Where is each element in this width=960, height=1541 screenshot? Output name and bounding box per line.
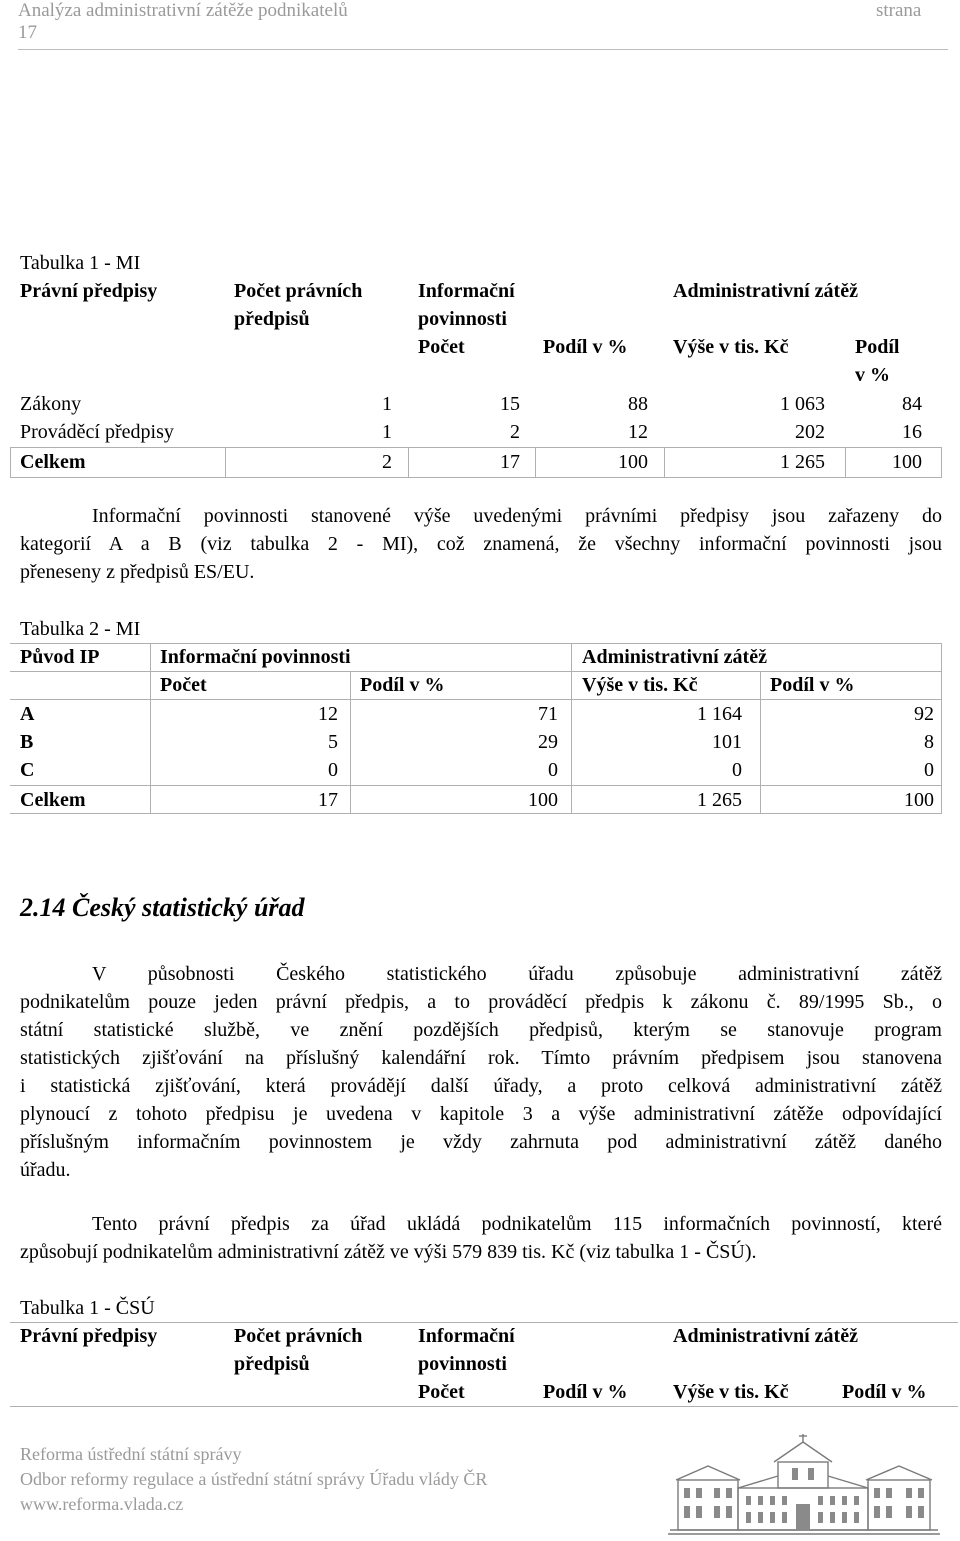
running-header-page-number: 17 [18,22,37,43]
table2-border [350,671,351,813]
table1-row-name: Zákony [20,393,82,415]
table2-total-count: 17 [318,789,338,811]
table2-head-origin: Původ IP [20,646,100,668]
table2-sub-podil2: Podíl v % [770,674,855,696]
table1-total-border [10,447,11,477]
table2-row-name: A [20,703,35,725]
table2-row-count: 5 [328,731,338,753]
table2-sub-pocet: Počet [160,674,207,696]
table2-row-share: 71 [538,703,558,725]
table2-row-amount: 0 [732,759,742,781]
table2-row-share: 0 [548,759,558,781]
table2-head-admin: Administrativní zátěž [582,646,767,668]
table2-border [941,643,942,813]
table3-head-pocet-pravnich: Počet právních [234,1325,363,1347]
table1-row-amount: 202 [795,421,825,443]
paragraph-line: plynoucí z tohoto předpisu je uvedena v kapitole 3 a výše administrativní zátěže odpovídající [20,1103,942,1125]
table1-total-ip-count: 17 [500,451,520,473]
table1-sub-podil2: Podíl [855,336,900,358]
paragraph-line: Informační povinnosti stanovené výše uvedenými právními předpisy jsou zařazeny do [92,505,942,527]
paragraph-line: Tento právní předpis za úřad ukládá podnikatelům 115 informačních povinností, které [92,1213,942,1235]
table2-total-ashare: 100 [904,789,934,811]
government-building-illustration [668,1432,940,1536]
table1-caption: Tabulka 1 - MI [20,252,141,274]
table2-sub-podil: Podíl v % [360,674,445,696]
table2-row-amount: 101 [712,731,742,753]
footer [20,1442,487,1517]
table3-caption: Tabulka 1 - ČSÚ [20,1297,155,1319]
paragraph-line: podnikatelům pouze jeden právní předpis, a to prováděcí předpis k zákonu č. 89/1995 Sb., o [20,991,942,1013]
table2-row-name: C [20,759,35,781]
table1-total-border [225,447,226,477]
table1-row-count: 1 [382,393,392,415]
header-rule [18,49,948,50]
table2-total-share: 100 [528,789,558,811]
table1-total-border [664,447,665,477]
paragraph-mi-summary [20,502,942,586]
table2-row-name: B [20,731,34,753]
paragraph-line: i statistická zjišťování, která provádějí další úřady, a proto celková administrativní zátěž [20,1075,942,1097]
table2-border [150,643,151,813]
paragraph-line: kategorií A a B (viz tabulka 2 - MI), což znamená, že všechny informační povinnosti jsou [20,533,942,555]
table3-sub-vyse: Výše v tis. Kč [673,1381,789,1403]
table1-row-count: 1 [382,421,392,443]
table1-total-border [408,447,409,477]
table1-row-amount: 1 063 [780,393,825,415]
table3-head-informacni: Informační [418,1325,515,1347]
running-header-title: Analýza administrativní zátěže podnikatelů [18,0,348,21]
table1-head-pravni-predpisy: Právní předpisy [20,280,158,302]
table3-sub-pocet: Počet [418,1381,465,1403]
table3-sub-podil2: Podíl v % [842,1381,927,1403]
table1-total-border [845,447,846,477]
paragraph-line: příslušným informačním povinnostem je vždy zahrnuta pod administrativní zátěž daného [20,1131,942,1153]
table1-total-ip-share: 100 [618,451,648,473]
footer-line-1: Reforma ústřední státní správy [20,1444,242,1464]
table2-row-ashare: 8 [924,731,934,753]
table3-sub-podil: Podíl v % [543,1381,628,1403]
table1-sub-vyse: Výše v tis. Kč [673,336,789,358]
footer-line-3[interactable]: www.reforma.vlada.cz [20,1494,184,1514]
table1-total-amount: 1 265 [780,451,825,473]
table2-row-ashare: 92 [914,703,934,725]
table3-head-administrativni-zatez: Administrativní zátěž [673,1325,858,1347]
table1-row-ip-share: 88 [628,393,648,415]
paragraph-line: statistických zjišťování na příslušný kalendářní rok. Tímto právním předpisem jsou stanovena [20,1047,942,1069]
table3-head-bottom-border [10,1406,958,1407]
table1-total-border [941,447,942,477]
table3-head-pravni-predpisy: Právní předpisy [20,1325,158,1347]
table1-total-share: 100 [892,451,922,473]
table2-row-count: 12 [318,703,338,725]
table2-total-top-border [10,785,942,786]
table2-row-count: 0 [328,759,338,781]
table1-head-predpisu: předpisů [234,308,310,330]
table3-head-predpisu: předpisů [234,1353,310,1375]
footer-line-2: Odbor reformy regulace a ústřední státní správy Úřadu vlády ČR [20,1469,488,1489]
table2-total-amount: 1 265 [697,789,742,811]
table2-border [760,671,761,813]
table1-sub-pocet: Počet [418,336,465,358]
table2-row-amount: 1 164 [697,703,742,725]
table2-row-ashare: 0 [924,759,934,781]
paragraph-csu-burden [20,1210,942,1266]
paragraph-line: úřadu. [20,1159,71,1181]
table1-row-ip-share: 12 [628,421,648,443]
table1-head-pocet-pravnich: Počet právních [234,280,363,302]
table2-head-ip: Informační povinnosti [160,646,351,668]
table1-sub-podil2-v: v % [855,364,890,386]
section-heading: 2.14 Český statistický úřad [20,893,305,922]
table1-total-border [535,447,536,477]
table3-head-povinnosti: povinnosti [418,1353,507,1375]
table1-row-share: 16 [902,421,922,443]
table1-row-ip-count: 15 [500,393,520,415]
table1-head-informacni: Informační [418,280,515,302]
table1-row-name: Prováděcí předpisy [20,421,174,443]
table1-row-share: 84 [902,393,922,415]
table1-total-bottom-border [10,477,942,478]
paragraph-line: státní statistické službě, ve znění pozdějších předpisů, kterým se stanovuje program [20,1019,942,1041]
paragraph-csu-intro [20,960,942,1184]
table2-border [571,643,572,813]
paragraph-line: přeneseny z předpisů ES/EU. [20,561,255,583]
table2-total-name: Celkem [20,789,86,811]
paragraph-line: způsobují podnikatelům administrativní zátěž ve výši 579 839 tis. Kč (viz tabulka 1 - ČSÚ). [20,1241,757,1263]
table1-total-name: Celkem [20,451,86,473]
table1-row-ip-count: 2 [510,421,520,443]
table1-head-povinnosti: povinnosti [418,308,507,330]
running-header-page-label: strana [876,0,922,21]
table2-total-bottom-border [10,813,942,814]
table1-total-count: 2 [382,451,392,473]
table1-head-administrativni-zatez: Administrativní zátěž [673,280,858,302]
paragraph-line: V působnosti Českého statistického úřadu způsobuje administrativní zátěž [92,963,942,985]
table2-sub-vyse: Výše v tis. Kč [582,674,698,696]
table2-caption: Tabulka 2 - MI [20,618,141,640]
table2-row-share: 29 [538,731,558,753]
table1-sub-podil: Podíl v % [543,336,628,358]
